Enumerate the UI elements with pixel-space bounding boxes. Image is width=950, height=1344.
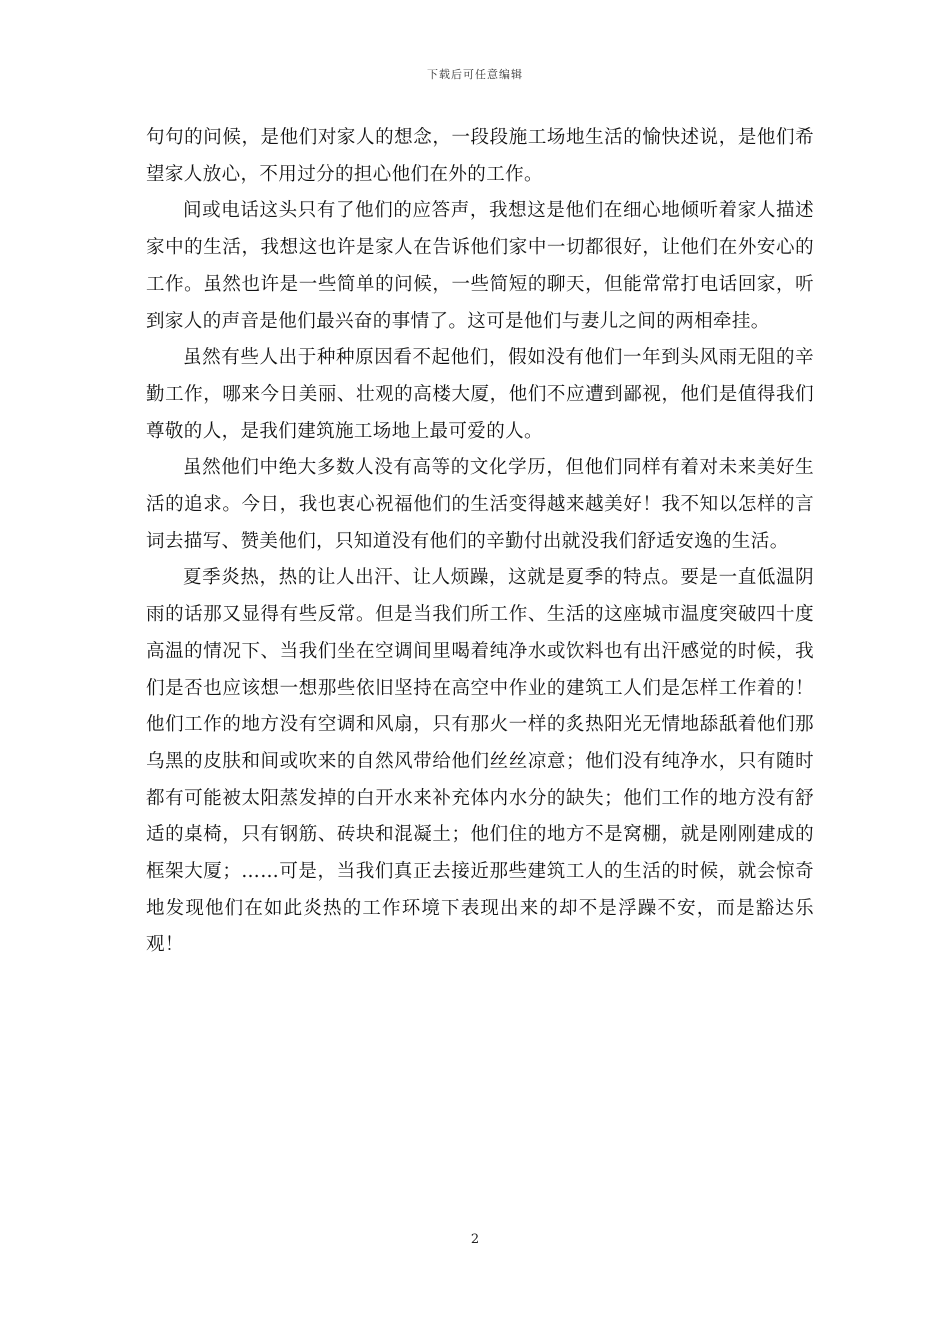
- paragraph-5: 夏季炎热，热的让人出汗、让人烦躁，这就是夏季的特点。要是一直低温阴雨的话那又显得有些反常。但是当我们所工作、生活的这座城市温度突破四十度高温的情况下、当我们坐在空调间里喝着纯净水或饮料也有出汗感觉的时候，我们是否也应该想一想那些依旧坚持在高空中作业的建筑工人们是怎样工作着的！他们工作的地方没有空调和风扇，只有那火一样的炙热阳光无情地舔舐着他们那乌黑的皮肤和间或吹来的自然风带给他们丝丝凉意；他们没有纯净水，只有随时都有可能被太阳蒸发掉的白开水来补充体内水分的缺失；他们工作的地方没有舒适的桌椅，只有钢筋、砖块和混凝土；他们住的地方不是窝棚，就是刚刚建成的框架大厦；……可是，当我们真正去接近那些建筑工人的生活的时候，就会惊奇地发现他们在如此炎热的工作环境下表现出来的却不是浮躁不安，而是豁达乐观！: [146, 567, 814, 956]
- paragraph-2: 间或电话这头只有了他们的应答声，我想这是他们在细心地倾听着家人描述家中的生活，我想这也许是家人在告诉他们家中一切都很好，让他们在外安心的工作。虽然也许是一些简单的问候，一些简短的聊天，但能常常打电话回家，听到家人的声音是他们最兴奋的事情了。这可是他们与妻儿之间的两相牵挂。: [146, 200, 814, 332]
- paragraph-1: 句句的问候，是他们对家人的想念，一段段施工场地生活的愉快述说，是他们希望家人放心，不用过分的担心他们在外的工作。: [146, 127, 814, 185]
- paragraph-3: 虽然有些人出于种种原因看不起他们，假如没有他们一年到头风雨无阻的辛勤工作，哪来今日美丽、壮观的高楼大厦，他们不应遭到鄙视，他们是值得我们尊敬的人，是我们建筑施工场地上最可爱的人。: [146, 347, 814, 442]
- page-header: 下载后可任意编辑: [427, 68, 523, 81]
- document-body: [146, 120, 814, 964]
- paragraph-4: 虽然他们中绝大多数人没有高等的文化学历，但他们同样有着对未来美好生活的追求。今日，我也衷心祝福他们的生活变得越来越美好！我不知以怎样的言词去描写、赞美他们，只知道没有他们的辛勤付出就没我们舒适安逸的生活。: [146, 457, 814, 552]
- page-number: 2: [470, 1232, 480, 1247]
